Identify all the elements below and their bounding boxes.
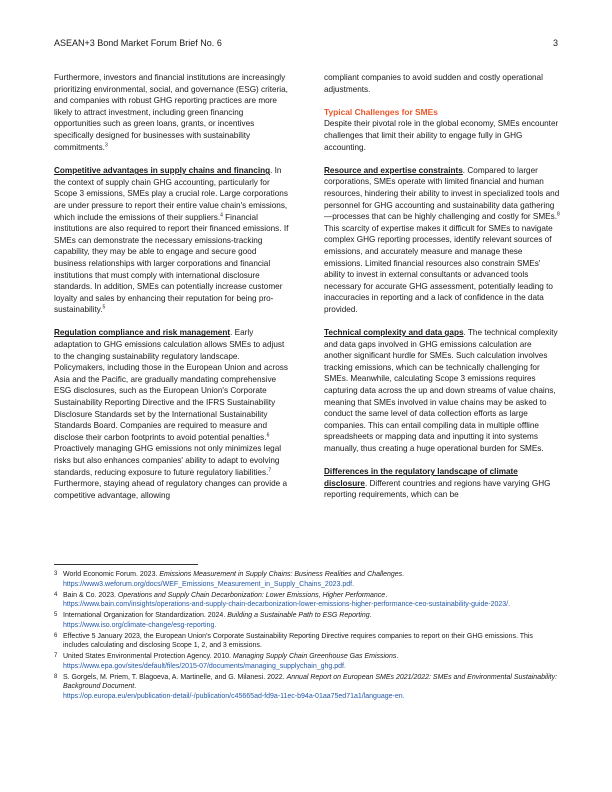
footnote-number: 7 — [54, 653, 58, 659]
paragraph-text: . Compared to larger corporations, SMEs operate with limited financial and human resources, hindering their ability to invest in specialized tools and personnel for GHG accounting and sustainability data gathering—processes that can be highly challenging and costly for SMEs. — [324, 165, 560, 222]
footnote-punct: . — [402, 571, 405, 578]
footnote-punct: . — [385, 591, 388, 599]
paragraph-text: . Different countries and regions have varying GHG reporting requirements, which can be — [324, 478, 551, 500]
footnote-link[interactable] — [63, 662, 558, 672]
paragraph — [324, 118, 560, 153]
footnote-text: World Economic Forum. 2023. — [63, 571, 160, 578]
footnote-title: Annual Report on European SMEs 2021/2022: SMEs and Environmental Sustainability: Background Document — [63, 673, 558, 690]
paragraph — [324, 165, 560, 316]
footnote-ref[interactable]: 4 — [220, 211, 223, 218]
footnote-text: Bain & Co. 2023. — [63, 591, 118, 599]
footnote — [54, 570, 558, 589]
paragraph — [54, 72, 290, 153]
footnote-punct: . — [352, 580, 355, 588]
footnote-link[interactable] — [63, 692, 558, 702]
footnote — [54, 632, 558, 651]
footnote — [54, 611, 558, 630]
footnote-ref[interactable]: 6 — [266, 432, 270, 439]
paragraph-lead: Technical complexity and data gaps — [324, 328, 464, 338]
paragraph-lead: Regulation compliance and risk management — [54, 328, 231, 338]
footnote-url[interactable]: https://www.bain.com/insights/operations-and-supply-chain-decarbonization-lower-emissions-higher-performance-ceo-sustainability-guide-2023/ — [63, 601, 509, 608]
paragraph-text: compliant companies to avoid sudden and costly operational adjustments. — [324, 73, 543, 94]
footnote-ref[interactable]: 5 — [102, 304, 106, 311]
paragraph — [324, 327, 560, 455]
footnote-url[interactable]: https://op.europa.eu/en/publication-detail/-/publication/c45665ad-fd9a-11ec-b94a-01aa75ed71a1/language-en — [63, 692, 403, 700]
footnote-url[interactable]: https://www.iso.org/climate-change/esg-reporting — [63, 621, 215, 629]
footnotes — [54, 570, 558, 703]
footnote-punct: . — [396, 653, 399, 660]
paragraph-text: . Early adaptation to GHG emissions calculation allows SMEs to adjust to the changing sustainability regulatory landscape. Policymakers, including those in the European Union and across Asia and the Pacific, are gradually mandating comprehensive ESG disclosures, such as the European Union's Corporate Sustainability Reporting Directive and the IFRS Sustainability Disclosure Standards set by the International Sustainability Standards Board. Companies are required to measure and disclose their carbon footprints to avoid potential penalties. — [54, 328, 288, 442]
paragraph — [324, 466, 560, 501]
document-title: ASEAN+3 Bond Market Forum Brief No. 6 — [54, 38, 222, 48]
page-header — [54, 38, 558, 48]
footnote-punct: . — [508, 601, 511, 608]
paragraph-text: Despite their pivotal role in the global economy, SMEs encounter challenges that limit their ability to engage fully in GHG accounting. — [324, 119, 559, 152]
footnote-link[interactable] — [63, 600, 558, 610]
footnote-text: Effective 5 January 2023, the European Union's Corporate Sustainability Reporting Directive requires companies to report on their GHG emissions. This includes calculating and disclosing Scope 1, 2, and 3 emissions. — [63, 632, 533, 649]
footnote-url[interactable]: https://www3.weforum.org/docs/WEF_Emissions_Measurement_in_Supply_Chains_2023.pdf — [63, 580, 353, 588]
footnote-url[interactable]: https://www.epa.gov/sites/default/files/2015-07/documents/managing_supplychain_ghg.pdf — [63, 662, 344, 670]
footnote-text: International Organization for Standardization. 2024. — [63, 612, 228, 619]
footnote-ref[interactable]: 7 — [268, 466, 272, 473]
page-number: 3 — [552, 38, 558, 48]
paragraph-text: Proactively managing GHG emissions not only minimizes legal risks but also enhances companies' ability to adapt to evolving standards, reducing exposure to future regulatory liabilities. — [54, 444, 282, 477]
footnote-punct: . — [369, 612, 372, 619]
paragraph-lead: Resource and expertise constraints — [324, 165, 463, 175]
footnote-ref[interactable]: 3 — [104, 141, 108, 148]
footnote-title: Operations and Supply Chain Decarbonization: Lower Emissions, Higher Performance — [117, 591, 386, 599]
footnote-title: Managing Supply Chain Greenhouse Gas Emissions — [232, 653, 397, 660]
footnote-title: Building a Sustainable Path to ESG Reporting — [227, 612, 370, 619]
paragraph-lead: Competitive advantages in supply chains and financing — [54, 166, 271, 176]
footnote-punct: . — [214, 621, 217, 629]
section — [324, 107, 560, 153]
footnote-number: 3 — [54, 571, 58, 577]
footnote-link[interactable] — [63, 621, 558, 631]
footnote-link[interactable] — [63, 580, 558, 590]
footnote-number: 4 — [54, 591, 58, 598]
footnote — [54, 652, 558, 671]
footnote-punct: . — [402, 692, 405, 700]
footnote — [54, 591, 558, 610]
footnote-punct: . — [343, 662, 346, 670]
paragraph-text: This scarcity of expertise makes it difficult for SMEs to navigate complex GHG reporting processes, identify relevant sources of emissions, and accurately measure and manage these emissions. Limited financial resources also constrain SMEs' ability to invest in external consultants or advanced tools necessary for accurate GHG assessment, potentially leading to inaccuracies in reporting and a lack of confidence in the data provided. — [324, 223, 553, 314]
section-heading: Typical Challenges for SMEs — [324, 106, 438, 117]
footnote-text: S. Gorgels, M. Priem, T. Blagoeva, A. Martinelle, and G. Milanesi. 2022. — [63, 673, 287, 681]
paragraph — [324, 72, 560, 95]
footnote-ref[interactable]: 8 — [557, 211, 560, 218]
footnote-punct: . — [134, 683, 137, 690]
paragraph — [54, 165, 290, 316]
footnote-number: 6 — [54, 632, 58, 639]
footnote-number: 5 — [54, 612, 58, 618]
paragraph-lead: Differences in the regulatory landscape of climate disclosure — [324, 467, 518, 488]
paragraph-text: Financial institutions are also required to report their financed emissions. If SMEs can demonstrate the necessary emissions-tracking capability, they may be able to engage and secure good business relationships with larger corporations and financial institutions that must comply with international disclosure standards. In addition, SMEs can potentially increase customer loyalty and sales by enhancing their reputation for being pro-sustainability. — [54, 212, 289, 315]
paragraph — [54, 327, 290, 501]
right-column — [324, 72, 560, 513]
footnote-number: 8 — [54, 673, 58, 680]
footnote-divider — [54, 564, 198, 565]
footnote-title: Emissions Measurement in Supply Chains: Business Realities and Challenges — [159, 571, 403, 578]
paragraph-text: Furthermore, investors and financial institutions are increasingly prioritizing environmental, social, and governance (ESG) criteria, and companies with robust GHG reporting practices are more likely to attract investment, including green financing opportunities such as green loans, grants, or incentives specifically designed for businesses with sustainability commitments. — [54, 73, 288, 152]
left-column — [54, 72, 290, 513]
footnote — [54, 673, 558, 702]
footnote-text: United States Environmental Protection Agency. 2010. — [63, 653, 233, 660]
paragraph-text: Furthermore, staying ahead of regulatory changes can provide a competitive advantage, allowing — [54, 479, 288, 500]
paragraph-text: . The technical complexity and data gaps involved in GHG emissions calculation are another significant hurdle for SMEs. Such calculation involves tracking emissions, which can be technically challenging for SMEs. Meanwhile, calculating Scope 3 emissions requires capturing data across the up and down streams of value chains, meaning that SMEs involved in value chains may be asked to conduct the same level of data collection efforts as large companies. This can entail compiling data in multiple offline spreadsheets or mapping data and inputting it into systems manually, thus creating a huge operational burden for SMEs. — [324, 328, 558, 453]
paragraph-text: . In the context of supply chain GHG accounting, particularly for Scope 3 emissions, SMEs play a crucial role. Large corporations are under pressure to report their entire value chain's emissions, which include the emissions of their suppliers. — [54, 166, 288, 222]
